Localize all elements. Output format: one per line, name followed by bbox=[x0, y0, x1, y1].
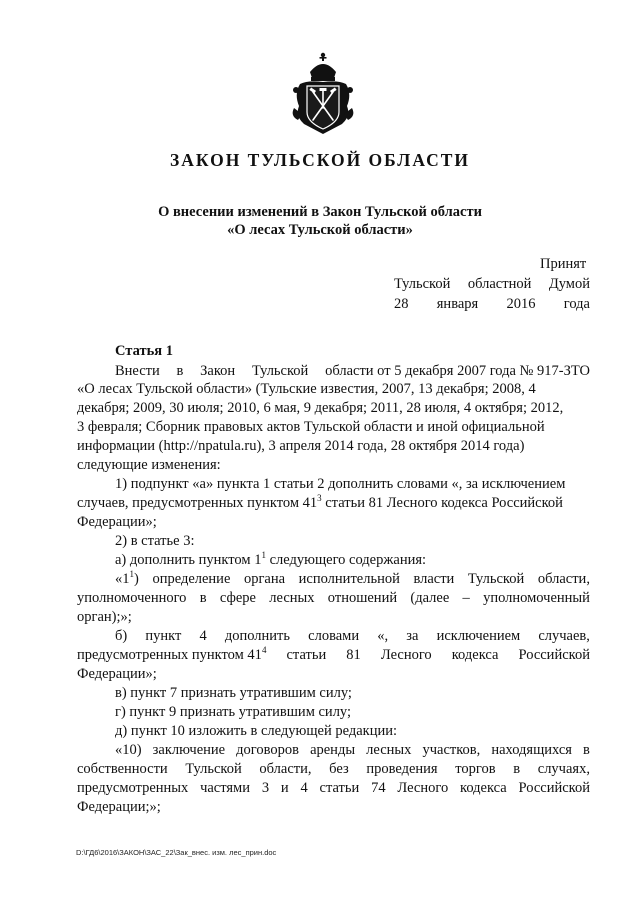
word: исполнительной bbox=[298, 571, 400, 587]
word: 81 bbox=[346, 647, 361, 663]
tula-coat-of-arms-icon bbox=[290, 50, 356, 140]
word: Внести bbox=[115, 363, 160, 379]
adopted-date-suffix: года bbox=[563, 296, 590, 312]
intro-line: информации (http://npatula.ru), 3 апреля 2014 года, 28 октября 2014 года) bbox=[77, 438, 525, 454]
document-subtitle-line-1: О внесении изменений в Закон Тульской области bbox=[158, 204, 482, 220]
item-2a-quote-line bbox=[115, 570, 590, 588]
word: (далее bbox=[410, 590, 450, 606]
word: области, bbox=[259, 761, 312, 777]
text: предусмотренных пунктом 41 bbox=[77, 647, 262, 663]
adopted-by bbox=[394, 276, 590, 293]
word: кодекса bbox=[460, 780, 507, 796]
text: статьи 81 Лесного кодекса Российской bbox=[321, 495, 563, 511]
word: области от 5 декабря 2007 года № 917-ЗТО bbox=[325, 363, 590, 379]
item-2d-line: д) пункт 10 изложить в следующей редакции: bbox=[115, 723, 397, 739]
word: в bbox=[199, 590, 207, 606]
word: в bbox=[176, 363, 184, 379]
item-1-line: 1) подпункт «а» пункта 1 статьи 2 дополнить словами «, за исключением bbox=[115, 476, 566, 492]
item-2a-line bbox=[115, 551, 590, 569]
word: словами bbox=[308, 628, 360, 644]
adopted-date bbox=[394, 296, 590, 313]
word: в bbox=[583, 742, 590, 758]
word: заключение bbox=[152, 742, 226, 758]
text: ) bbox=[134, 571, 139, 587]
word: находящихся bbox=[491, 742, 572, 758]
adopted-by-word: областной bbox=[467, 276, 532, 292]
superscript: 1 bbox=[129, 569, 134, 580]
word: Лесного bbox=[397, 780, 449, 796]
word: Российской bbox=[518, 780, 590, 796]
item-2a-quote-line bbox=[77, 589, 590, 607]
item-1-line bbox=[77, 494, 590, 512]
item-2-heading: 2) в статье 3: bbox=[115, 533, 195, 549]
word: в bbox=[513, 761, 521, 777]
word: уполномоченного bbox=[77, 590, 187, 606]
intro-line: 3 февраля; Сборник правовых актов Тульской области и иной официальной bbox=[77, 419, 545, 435]
text: а) дополнить пунктом 1 bbox=[115, 552, 262, 568]
word: Тульской bbox=[185, 761, 242, 777]
word: дополнить bbox=[224, 628, 291, 644]
quote-number bbox=[115, 570, 139, 588]
item-2b-line bbox=[77, 646, 590, 664]
word: 4 bbox=[300, 780, 308, 796]
item-2d-quote-line bbox=[115, 741, 590, 759]
word: исключением bbox=[436, 628, 521, 644]
document-title: ЗАКОН ТУЛЬСКОЙ ОБЛАСТИ bbox=[169, 150, 471, 170]
adopted-label: Принят bbox=[540, 256, 587, 272]
word: собственности bbox=[77, 761, 168, 777]
word: без bbox=[329, 761, 349, 777]
word: участков, bbox=[422, 742, 481, 758]
item-1-line: Федерации»; bbox=[77, 514, 157, 530]
word: Российской bbox=[518, 647, 590, 663]
word: пункт bbox=[145, 628, 182, 644]
word: проведения bbox=[366, 761, 438, 777]
file-path-footer: D:\ГД6\2016\ЗАКОН\ЗАС_22\Зак_внес. изм. лес_прин.doc bbox=[76, 848, 277, 857]
word: 3 bbox=[261, 780, 270, 796]
item-2a-quote-line: орган);»; bbox=[77, 609, 132, 625]
adopted-date-year: 2016 bbox=[506, 296, 536, 312]
superscript: 4 bbox=[261, 645, 267, 656]
word: частями bbox=[200, 780, 250, 796]
text bbox=[77, 646, 266, 664]
document-subtitle-line-2: «О лесах Тульской области» bbox=[227, 222, 413, 238]
text: случаев, предусмотренных пунктом 41 bbox=[77, 495, 318, 511]
word: кодекса bbox=[451, 647, 499, 663]
adopted-date-day: 28 bbox=[394, 296, 409, 312]
word: «10) bbox=[115, 742, 142, 758]
word: статьи bbox=[286, 647, 327, 663]
adopted-by-word: Тульской bbox=[394, 276, 451, 292]
superscript: 1 bbox=[261, 550, 266, 561]
adopted-date-month: января bbox=[436, 296, 479, 312]
adopted-by-word: Думой bbox=[548, 276, 590, 292]
item-2d-quote-line bbox=[77, 760, 590, 778]
word: Тульской bbox=[251, 363, 309, 379]
item-2g-line: г) пункт 9 признать утратившим силу; bbox=[115, 704, 352, 720]
item-2d-quote-line bbox=[77, 779, 590, 797]
word: предусмотренных bbox=[77, 780, 189, 796]
intro-line: «О лесах Тульской области» (Тульские известия, 2007, 13 декабря; 2008, 4 bbox=[77, 381, 536, 397]
item-2v-line: в) пункт 7 признать утратившим силу; bbox=[115, 685, 352, 701]
word: Лесного bbox=[380, 647, 432, 663]
word: статьи bbox=[319, 780, 360, 796]
word: торгов bbox=[455, 761, 496, 777]
text: следующего содержания: bbox=[265, 552, 427, 568]
item-2b-line bbox=[115, 627, 590, 645]
word: 4 bbox=[199, 628, 207, 644]
intro-line: декабря; 2009, 30 июля; 2010, 6 мая, 9 декабря; 2011, 28 июля, 4 октября; 2012, bbox=[77, 400, 564, 416]
intro-line bbox=[115, 362, 590, 380]
word: Тульской bbox=[467, 571, 525, 587]
word: Закон bbox=[200, 363, 236, 379]
word: б) bbox=[115, 628, 128, 644]
word: лесных bbox=[366, 742, 412, 758]
word: власти bbox=[413, 571, 455, 587]
word: «, bbox=[377, 628, 389, 644]
word: лесных bbox=[269, 590, 315, 606]
word: уполномоченный bbox=[483, 590, 590, 606]
word: случаев, bbox=[538, 628, 590, 644]
word: и bbox=[280, 780, 289, 796]
word: аренды bbox=[310, 742, 356, 758]
word: договоров bbox=[236, 742, 299, 758]
item-2b-line: Федерации»; bbox=[77, 666, 157, 682]
word: случаях, bbox=[537, 761, 590, 777]
superscript: 3 bbox=[317, 493, 322, 504]
word: за bbox=[406, 628, 419, 644]
word: органа bbox=[243, 571, 286, 587]
word: определение bbox=[152, 571, 231, 587]
word: отношений bbox=[327, 590, 398, 606]
item-2d-quote-line: Федерации;»; bbox=[77, 799, 161, 815]
text: «1 bbox=[115, 571, 130, 587]
word: 74 bbox=[371, 780, 386, 796]
article-heading: Статья 1 bbox=[115, 343, 173, 359]
word: области, bbox=[537, 571, 590, 587]
intro-line: следующие изменения: bbox=[77, 457, 221, 473]
word: сфере bbox=[219, 590, 256, 606]
word: – bbox=[462, 590, 470, 606]
